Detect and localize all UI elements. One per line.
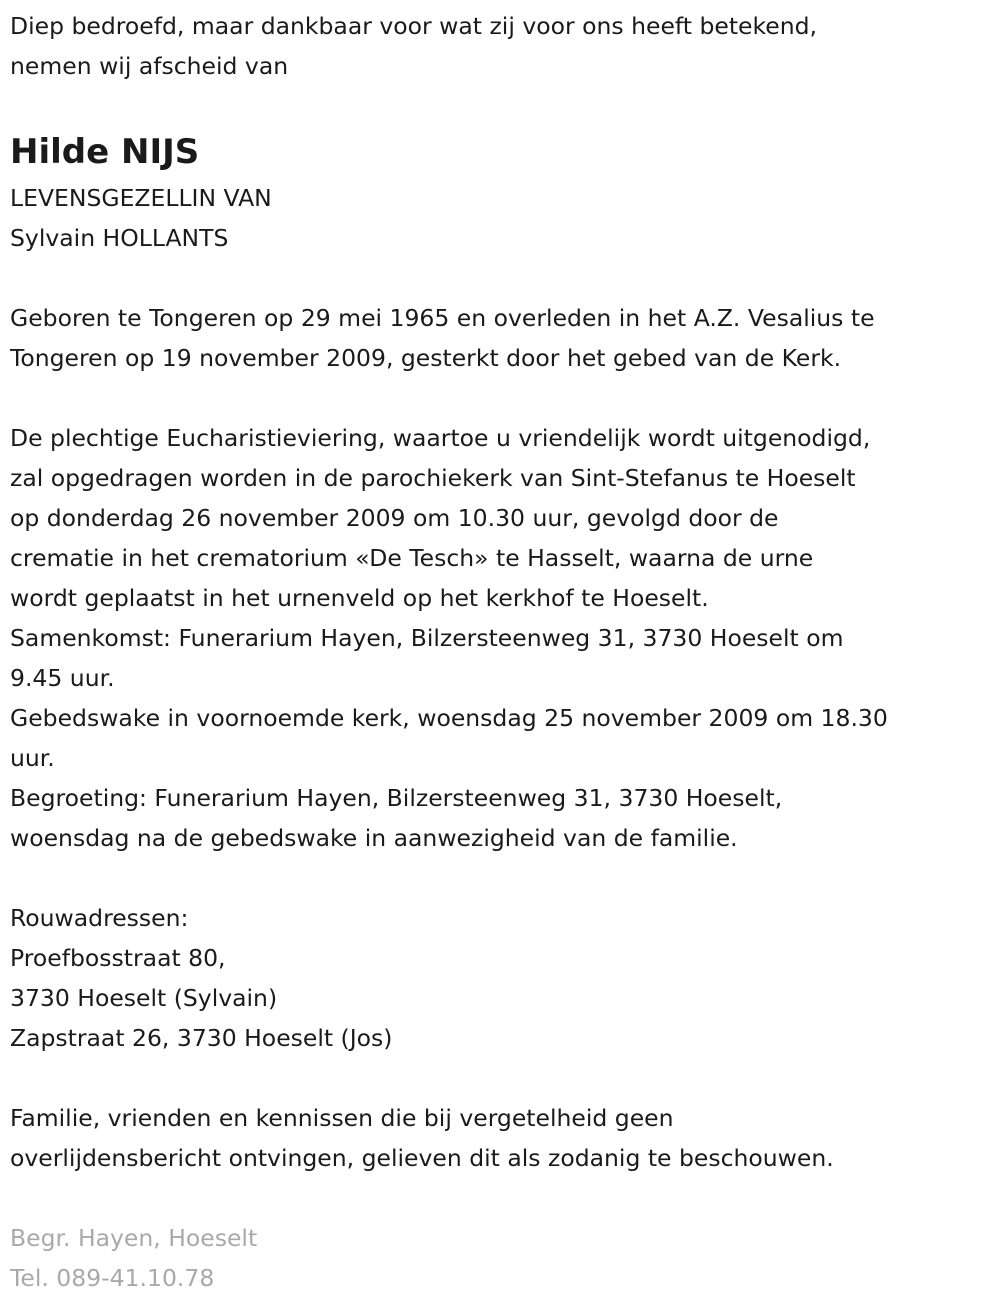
ceremony-paragraph xyxy=(10,418,888,858)
text-line: zal opgedragen worden in de parochiekerk van Sint-Stefanus te Hoeselt xyxy=(10,464,856,492)
notice-paragraph xyxy=(10,1098,888,1178)
text-line: Zapstraat 26, 3730 Hoeselt (Jos) xyxy=(10,1024,393,1052)
text-line: 3730 Hoeselt (Sylvain) xyxy=(10,984,278,1012)
text-line: Proefbosstraat 80, xyxy=(10,944,226,972)
text-line: Geboren te Tongeren op 29 mei 1965 en overleden in het A.Z. Vesalius te xyxy=(10,304,875,332)
text-line: 9.45 uur. xyxy=(10,664,115,692)
deceased-name: Hilde NIJS xyxy=(10,132,200,172)
text-line: uur. xyxy=(10,744,55,772)
text-line: nemen wij afscheid van xyxy=(10,52,289,80)
text-line: woensdag na de gebedswake in aanwezigheid van de familie. xyxy=(10,824,738,852)
intro-paragraph xyxy=(10,6,888,86)
relation-block xyxy=(10,178,888,258)
text-line: Begroeting: Funerarium Hayen, Bilzersteenweg 31, 3730 Hoeselt, xyxy=(10,784,783,812)
addresses-block xyxy=(10,898,888,1058)
text-line: Tel. 089-41.10.78 xyxy=(10,1264,215,1292)
text-line: Rouwadressen: xyxy=(10,904,189,932)
text-line: Samenkomst: Funerarium Hayen, Bilzersteenweg 31, 3730 Hoeselt om xyxy=(10,624,844,652)
text-line: op donderdag 26 november 2009 om 10.30 uur, gevolgd door de xyxy=(10,504,779,532)
text-line: Begr. Hayen, Hoeselt xyxy=(10,1224,258,1252)
undertaker-footer xyxy=(10,1218,888,1298)
text-line: wordt geplaatst in het urnenveld op het kerkhof te Hoeselt. xyxy=(10,584,709,612)
obituary-document xyxy=(10,6,888,1298)
text-line: Gebedswake in voornoemde kerk, woensdag 25 november 2009 om 18.30 xyxy=(10,704,888,732)
text-line: overlijdensbericht ontvingen, gelieven dit als zodanig te beschouwen. xyxy=(10,1144,834,1172)
birth-death-paragraph xyxy=(10,298,888,378)
text-line: Diep bedroefd, maar dankbaar voor wat zij voor ons heeft betekend, xyxy=(10,12,818,40)
text-line: De plechtige Eucharistieviering, waartoe u vriendelijk wordt uitgenodigd, xyxy=(10,424,871,452)
text-line: LEVENSGEZELLIN VAN xyxy=(10,184,272,212)
text-line: Sylvain HOLLANTS xyxy=(10,224,229,252)
text-line: Tongeren op 19 november 2009, gesterkt door het gebed van de Kerk. xyxy=(10,344,842,372)
text-line: Familie, vrienden en kennissen die bij vergetelheid geen xyxy=(10,1104,674,1132)
text-line: crematie in het crematorium «De Tesch» te Hasselt, waarna de urne xyxy=(10,544,814,572)
